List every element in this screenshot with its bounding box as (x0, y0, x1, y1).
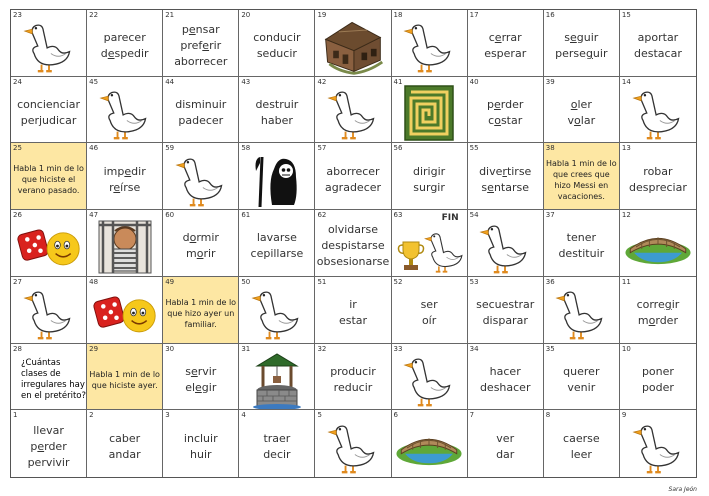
verb-label: reducir (333, 380, 373, 394)
verb-label: parecer (103, 31, 146, 45)
square-number: 44 (165, 77, 175, 86)
square-50 (239, 277, 315, 344)
square-16 (544, 10, 620, 77)
verb-label: aborrecer (326, 164, 380, 178)
square-14 (620, 77, 696, 144)
square-4 (239, 410, 315, 477)
square-number: 37 (545, 211, 555, 220)
square-57 (315, 143, 391, 210)
verb-label: despreciar (628, 180, 687, 194)
square-number: 1 (13, 411, 18, 420)
square-12 (620, 210, 696, 277)
square-number: 15 (621, 11, 631, 19)
square-54 (468, 210, 544, 277)
square-number: 20 (241, 11, 251, 19)
verb-label: leer (570, 448, 592, 462)
verb-label: surgir (413, 180, 445, 194)
square-number: 46 (89, 144, 99, 153)
square-22 (87, 10, 163, 77)
square-58 (239, 143, 315, 210)
verb-label: incluir (183, 432, 218, 446)
square-18 (392, 10, 468, 77)
verb-label: hacer (489, 364, 521, 378)
goose-icon (620, 86, 696, 141)
square-59 (163, 143, 239, 210)
square-46 (87, 143, 163, 210)
game-board (10, 9, 697, 478)
task-text: Habla 1 min de lo que hiciste ayer. (89, 369, 160, 390)
verb-label: lavarse (256, 231, 297, 245)
square-number: 58 (241, 144, 251, 153)
verb-label: obsesionarse (316, 255, 390, 269)
square-number: 61 (241, 211, 251, 220)
square-number: 29 (89, 344, 99, 353)
square-34 (468, 344, 544, 411)
verb-label: concienciar (17, 98, 81, 112)
square-number: 27 (13, 277, 22, 286)
square-27 (11, 277, 87, 344)
verb-label: conducir (253, 31, 301, 45)
square-61 (239, 210, 315, 277)
square-63 (392, 210, 468, 277)
square-45 (87, 77, 163, 144)
square-number: 52 (393, 277, 403, 286)
square-35 (544, 344, 620, 411)
square-3 (163, 410, 239, 477)
square-9 (620, 410, 696, 477)
square-20 (239, 10, 315, 77)
task-text: Habla 1 min de lo que hiciste el verano pasado. (13, 164, 84, 196)
verb-label: preferir (180, 39, 222, 53)
verb-label: agradecer (324, 180, 382, 194)
verb-label: ir (349, 298, 357, 312)
square-number: 25 (13, 144, 22, 153)
square-33 (392, 344, 468, 411)
task-text: Habla 1 min de lo que crees que hizo Messi en vacaciones. (546, 158, 617, 201)
verb-label: impedir (103, 164, 146, 178)
square-number: 12 (621, 211, 631, 220)
bridge-icon (620, 219, 696, 274)
goose-icon (87, 86, 162, 141)
verb-label: andar (108, 448, 141, 462)
square-number: 11 (621, 277, 631, 286)
square-36 (544, 277, 620, 344)
square-number: 23 (13, 11, 22, 19)
square-number: 10 (621, 344, 631, 353)
square-number: 6 (393, 411, 399, 420)
verb-label: destacar (634, 47, 682, 61)
square-number: 47 (89, 211, 99, 220)
verb-label: seguir (564, 31, 599, 45)
verb-label: padecer (178, 114, 224, 128)
verb-label: morder (637, 314, 678, 328)
square-24 (11, 77, 87, 144)
square-53 (468, 277, 544, 344)
goose-icon (239, 286, 314, 341)
verb-label: secuestrar (476, 298, 535, 312)
finish-label: FIN (441, 213, 459, 224)
verb-label: morir (185, 247, 216, 261)
verb-label: servir (185, 364, 217, 378)
verb-label: disminuir (175, 98, 227, 112)
verb-label: ser (420, 298, 438, 312)
goose-icon (468, 219, 543, 274)
goose-icon (620, 419, 696, 475)
square-number: 40 (469, 77, 479, 86)
verb-label: oler (570, 98, 592, 112)
square-number: 53 (469, 277, 479, 286)
verb-label: elegir (185, 380, 217, 394)
verb-label: caerse (563, 432, 600, 446)
verb-label: huir (190, 448, 212, 462)
verb-label: decir (263, 448, 291, 462)
verb-label: destituir (558, 247, 605, 261)
square-62 (315, 210, 391, 277)
goose-icon (11, 286, 86, 341)
square-30 (163, 344, 239, 411)
verb-label: pensar (181, 23, 220, 37)
square-43 (239, 77, 315, 144)
square-number: 35 (545, 344, 555, 353)
square-21 (163, 10, 239, 77)
verb-label: deshacer (479, 380, 531, 394)
verb-label: producir (330, 364, 376, 378)
verb-label: despedir (100, 47, 149, 61)
square-number: 34 (469, 344, 479, 353)
square-number: 39 (545, 77, 555, 86)
verb-label: querer (563, 364, 600, 378)
death-icon (239, 152, 314, 207)
square-7 (468, 410, 544, 477)
square-13 (620, 143, 696, 210)
verb-label: robar (643, 164, 673, 178)
square-number: 26 (13, 211, 22, 220)
verb-label: tener (566, 231, 596, 245)
goose-icon (544, 286, 619, 341)
square-23 (11, 10, 87, 77)
square-number: 57 (317, 144, 327, 153)
square-6 (392, 410, 468, 477)
verb-label: cepillarse (250, 247, 304, 261)
goose-icon (163, 152, 238, 207)
square-number: 33 (393, 344, 403, 353)
verb-label: divertirse (479, 164, 532, 178)
goose-icon (392, 19, 467, 74)
verb-label: estar (338, 314, 368, 328)
square-number: 51 (317, 277, 327, 286)
square-number: 59 (165, 144, 175, 153)
verb-label: dirigir (413, 164, 446, 178)
square-39 (544, 77, 620, 144)
verb-label: perder (487, 98, 524, 112)
goose-icon (315, 86, 390, 141)
square-number: 3 (165, 411, 170, 420)
square-60 (163, 210, 239, 277)
square-number: 32 (317, 344, 327, 353)
square-40 (468, 77, 544, 144)
square-48 (87, 277, 163, 344)
square-17 (468, 10, 544, 77)
square-number: 4 (241, 411, 246, 420)
square-number: 63 (393, 211, 403, 220)
square-number: 30 (165, 344, 175, 353)
verb-label: corregir (636, 298, 680, 312)
square-number: 13 (621, 144, 631, 153)
verb-label: llevar (33, 424, 64, 438)
square-number: 54 (469, 211, 479, 220)
square-51 (315, 277, 391, 344)
square-number: 5 (317, 411, 322, 420)
square-number: 16 (545, 11, 555, 19)
square-37 (544, 210, 620, 277)
square-38 (544, 143, 620, 210)
square-number: 28 (13, 344, 22, 353)
square-number: 49 (165, 277, 175, 286)
bridge-icon (392, 419, 467, 475)
verb-label: costar (488, 114, 523, 128)
verb-label: venir (567, 380, 596, 394)
square-29 (87, 344, 163, 411)
square-32 (315, 344, 391, 411)
square-number: 24 (13, 77, 22, 86)
verb-label: disparar (482, 314, 528, 328)
verb-label: perder (30, 440, 67, 454)
square-number: 21 (165, 11, 175, 19)
verb-label: cerrar (488, 31, 522, 45)
verb-label: poner (641, 364, 674, 378)
square-number: 19 (317, 11, 327, 19)
verb-label: oír (421, 314, 437, 328)
square-41 (392, 77, 468, 144)
goose-icon (422, 228, 468, 274)
square-number: 38 (545, 144, 555, 153)
square-number: 45 (89, 77, 99, 86)
verb-label: dar (496, 448, 515, 462)
verb-label: haber (260, 114, 293, 128)
dice-icon (87, 286, 162, 341)
square-number: 42 (317, 77, 327, 86)
square-number: 48 (89, 277, 99, 286)
square-42 (315, 77, 391, 144)
verb-label: despistarse (321, 239, 385, 253)
task-text: Habla 1 min de lo que hizo ayer un familiar. (165, 297, 237, 329)
goose-icon (11, 19, 86, 74)
verb-label: traer (263, 432, 291, 446)
square-number: 17 (469, 11, 479, 19)
square-number: 60 (165, 211, 175, 220)
square-number: 14 (621, 77, 631, 86)
square-number: 50 (241, 277, 251, 286)
square-26 (11, 210, 87, 277)
square-49 (163, 277, 239, 344)
square-number: 36 (545, 277, 555, 286)
square-44 (163, 77, 239, 144)
verb-label: esperar (484, 47, 527, 61)
square-1 (11, 410, 87, 477)
square-2 (87, 410, 163, 477)
square-5 (315, 410, 391, 477)
square-number: 56 (393, 144, 403, 153)
well-icon (239, 353, 314, 408)
square-8 (544, 410, 620, 477)
square-number: 9 (621, 411, 627, 420)
square-number: 2 (89, 411, 94, 420)
verb-label: pervivir (27, 456, 70, 470)
author-credit: Sara Jeón (668, 486, 697, 493)
square-number: 22 (89, 11, 99, 19)
square-number: 18 (393, 11, 403, 19)
question-text: ¿Cuántas clases de irregulares hay en el pretérito? (21, 357, 87, 401)
square-15 (620, 10, 696, 77)
maze-icon (392, 86, 467, 141)
square-10 (620, 344, 696, 411)
verb-label: caber (109, 432, 141, 446)
square-47 (87, 210, 163, 277)
verb-label: perjudicar (20, 114, 77, 128)
square-19 (315, 10, 391, 77)
verb-label: poder (641, 380, 674, 394)
square-52 (392, 277, 468, 344)
square-number: 55 (469, 144, 479, 153)
square-11 (620, 277, 696, 344)
square-number: 41 (393, 77, 403, 86)
goose-icon (392, 353, 467, 408)
house-icon (315, 19, 390, 74)
verb-label: aportar (637, 31, 679, 45)
verb-label: volar (567, 114, 596, 128)
dice-icon (11, 219, 86, 274)
square-31 (239, 344, 315, 411)
verb-label: destruir (255, 98, 299, 112)
verb-label: perseguir (555, 47, 608, 61)
verb-label: aborrecer (174, 55, 228, 69)
square-number: 7 (469, 411, 475, 420)
verb-label: seducir (256, 47, 297, 61)
square-25 (11, 143, 87, 210)
square-number: 31 (241, 344, 251, 353)
jail-icon (87, 219, 162, 274)
square-28 (11, 344, 87, 411)
square-56 (392, 143, 468, 210)
verb-label: sentarse (481, 180, 529, 194)
verb-label: reírse (109, 180, 141, 194)
verb-label: olvidarse (327, 223, 379, 237)
verb-label: dormir (182, 231, 219, 245)
goose-icon (315, 419, 390, 475)
square-number: 8 (545, 411, 551, 420)
square-number: 62 (317, 211, 327, 220)
square-55 (468, 143, 544, 210)
verb-label: ver (496, 432, 515, 446)
square-number: 43 (241, 77, 251, 86)
